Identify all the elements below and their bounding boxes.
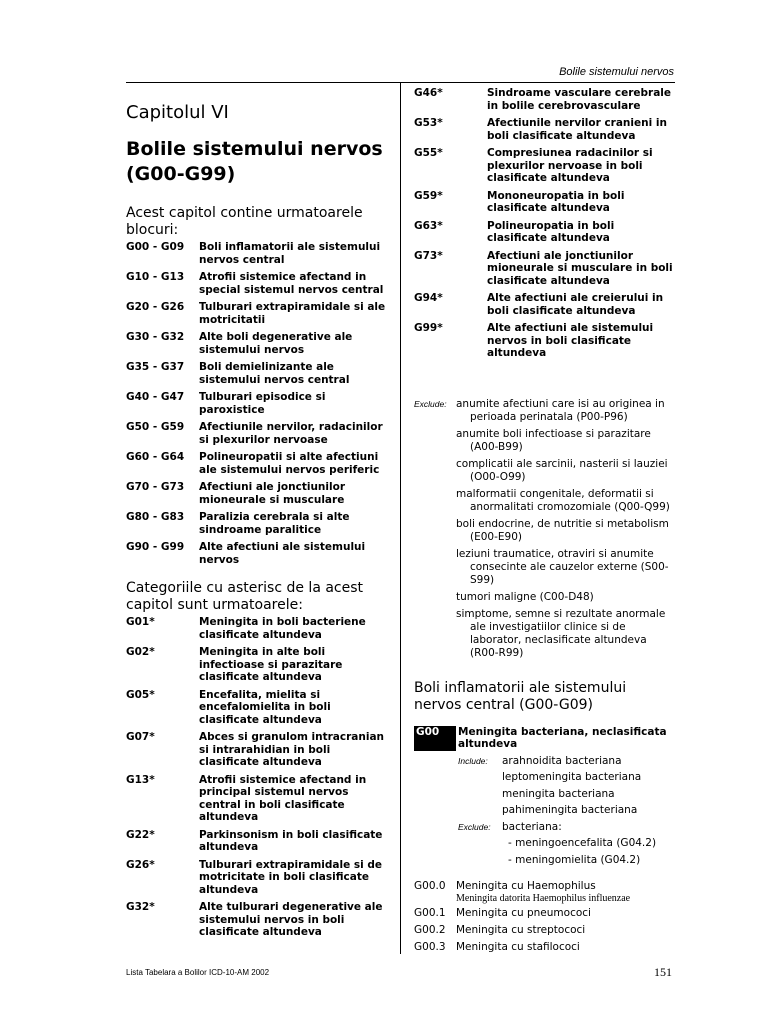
include-item: meningita bacteriana <box>502 787 615 800</box>
block-desc: Afectiunile nervilor, radacinilor si plexurilor nervoase <box>199 421 383 446</box>
block-desc: Boli demielinizante ale sistemului nervos central <box>199 361 350 386</box>
include-item: leptomeningita bacteriana <box>502 771 642 783</box>
exclude-row <box>414 608 676 660</box>
subcode-row <box>414 905 676 922</box>
asterisk-heading: Categoriile cu asterisc de la acest capitol sunt urmatoarele: <box>126 580 364 613</box>
asterisk-code: G02* <box>126 646 155 658</box>
asterisk-code: G05* <box>126 688 155 701</box>
asterisk-desc: Alte tulburari degenerative ale sistemului nervos in boli clasificate altundeva <box>199 901 383 938</box>
exclude-text: leziuni traumatice, otraviri si anumite <box>456 547 654 560</box>
chapter-title-line1: Bolile sistemului nervos <box>126 138 383 160</box>
exclude-text-cont: consecinte ale cauzelor externe (S00-S99) <box>470 560 669 586</box>
g00-include-block <box>414 753 676 869</box>
subcode-row <box>414 922 676 939</box>
block-desc: Boli inflamatorii ale sistemului nervos central <box>199 241 381 266</box>
exclude-text: complicatii ale sarcinii, nasterii si lauziei <box>456 457 668 470</box>
g00-desc: Meningita bacteriana, neclasificata altundeva <box>458 725 667 750</box>
left-column <box>126 98 388 944</box>
exclude-row <box>414 591 676 604</box>
subcode-list <box>414 878 676 956</box>
exclude-label: Exclude: <box>458 821 491 832</box>
block-code: G00 - G09 <box>126 241 185 253</box>
asterisk-code: G13* <box>126 773 155 786</box>
exclude-text-cont: perioada perinatala (P00-P96) <box>470 410 628 423</box>
asterisk-desc: Mononeuropatia in boli clasificate altundeva <box>487 189 625 214</box>
asterisk-entry <box>414 220 676 245</box>
block-entry <box>126 391 388 416</box>
blocks-list <box>126 241 388 566</box>
block-entry <box>126 331 388 356</box>
exclude-label: Exclude: <box>414 398 447 409</box>
asterisk-entry <box>126 616 388 641</box>
chapter-title-line2: (G00-G99) <box>126 163 236 185</box>
footer-source: Lista Tabelara a Bolilor ICD-10-AM 2002 <box>126 968 270 977</box>
asterisk-entry <box>414 250 676 288</box>
asterisk-desc: Polineuropatia in boli clasificate altundeva <box>487 219 615 244</box>
asterisk-code: G26* <box>126 858 155 871</box>
block-desc: Alte boli degenerative ale sistemului nervos <box>199 331 353 356</box>
asterisk-code: G53* <box>414 117 443 129</box>
page-number: 151 <box>654 965 672 979</box>
subcode-code: G00.3 <box>414 941 446 953</box>
asterisk-desc: Encefalita, mielita si encefalomielita in boli clasificate altundeva <box>199 688 331 726</box>
exclude-item: - meningoencefalita (G04.2) <box>508 837 657 849</box>
block-desc: Tulburari extrapiramidale si ale motricitatii <box>199 301 386 326</box>
subcode-code: G00.1 <box>414 907 446 919</box>
block-entry <box>126 361 388 386</box>
running-header: Bolile sistemului nervos <box>559 66 674 78</box>
block-code: G35 - G37 <box>126 361 185 373</box>
block-entry <box>126 271 388 296</box>
block-desc: Paralizia cerebrala si alte sindroame paralitice <box>199 511 350 536</box>
blocks-heading: Acest capitol contine urmatoarele blocuri: <box>126 205 363 238</box>
exclude-text: malformatii congenitale, deformatii si <box>456 487 654 500</box>
exclude-text-cont: (E00-E90) <box>470 530 522 543</box>
block-entry <box>126 541 388 566</box>
include-item: pahimeningita bacteriana <box>502 804 638 816</box>
asterisk-desc: Sindroame vasculare cerebrale in bolile cerebrovasculare <box>487 87 672 112</box>
g00-entry <box>414 726 676 751</box>
exclude-text: anumite boli infectioase si parazitare <box>456 427 651 440</box>
block-desc: Afectiuni ale jonctiunilor mioneurale si musculare <box>199 481 345 506</box>
exclude-text-cont: (O00-O99) <box>470 470 526 483</box>
block-code: G10 - G13 <box>126 271 185 283</box>
subcode-desc: Meningita cu pneumococi <box>456 907 591 919</box>
block-entry <box>126 421 388 446</box>
include-label: Include: <box>458 755 488 766</box>
block-code: G30 - G32 <box>126 331 185 343</box>
block-desc: Polineuropatii si alte afectiuni ale sistemului nervos periferic <box>199 451 380 476</box>
asterisk-entry <box>126 829 388 854</box>
exclude-text-cont: ale investigatiilor clinice si de laborator, neclasificate altundeva (R00-R99) <box>470 620 647 659</box>
asterisk-entry <box>126 859 388 897</box>
asterisk-code: G46* <box>414 87 443 99</box>
asterisk-code: G55* <box>414 147 443 159</box>
asterisk-code: G94* <box>414 292 443 304</box>
asterisk-entry <box>414 292 676 317</box>
column-divider <box>400 82 401 954</box>
exclude-row <box>414 458 676 484</box>
asterisk-entry <box>414 117 676 142</box>
asterisk-desc: Afectiuni ale jonctiunilor mioneurale si musculare in boli clasificate altundeva <box>487 249 673 287</box>
exclude-text: anumite afectiuni care isi au originea in <box>456 397 665 410</box>
block-code: G70 - G73 <box>126 481 185 493</box>
exclude-row <box>414 488 676 514</box>
include-item: arahnoidita bacteriana <box>502 754 622 767</box>
block-entry <box>126 241 388 266</box>
exclude-item: - meningomielita (G04.2) <box>508 853 641 866</box>
asterisk-code: G63* <box>414 219 443 232</box>
asterisk-desc: Parkinsonism in boli clasificate altundeva <box>199 828 383 853</box>
block-entry <box>126 451 388 476</box>
section-heading: Boli inflamatorii ale sistemului nervos central (G00-G09) <box>414 679 627 713</box>
subcode-row <box>414 939 676 956</box>
block-desc: Alte afectiuni ale sistemului nervos <box>199 541 366 566</box>
asterisk-entry <box>414 322 676 360</box>
asterisk-entry <box>126 901 388 939</box>
right-column <box>414 87 676 956</box>
subcode-desc: Meningita cu Haemophilus <box>456 880 596 892</box>
asterisk-desc: Afectiunile nervilor cranieni in boli clasificate altundeva <box>487 117 667 142</box>
asterisk-code: G01* <box>126 616 155 628</box>
asterisk-entry <box>126 646 388 684</box>
subcode-desc: Meningita cu streptococi <box>456 924 586 936</box>
asterisk-desc: Alte afectiuni ale creierului in boli clasificate altundeva <box>487 292 664 317</box>
asterisk-desc: Tulburari extrapiramidale si de motricitate in boli clasificate altundeva <box>199 858 382 896</box>
block-entry <box>126 511 388 536</box>
asterisk-entry <box>414 190 676 215</box>
asterisk-code: G32* <box>126 901 155 913</box>
exclude-text-cont: (A00-B99) <box>470 440 523 453</box>
block-entry <box>126 301 388 326</box>
subcode-code: G00.2 <box>414 924 446 936</box>
asterisk-code: G59* <box>414 189 443 202</box>
subcode-note: Meningita datorita Haemophilus influenzae <box>456 893 631 904</box>
asterisk-desc: Abces si granulom intracranian si intrarahidian in boli clasificate altundeva <box>199 731 385 768</box>
asterisk-code: G99* <box>414 322 443 334</box>
asterisk-entry <box>126 774 388 824</box>
asterisk-entry <box>414 87 676 112</box>
exclude-row <box>414 398 676 424</box>
asterisk-desc: Atrofii sistemice afectand in principal sistemul nervos central in boli clasificate altundeva <box>199 773 367 823</box>
block-code: G80 - G83 <box>126 511 185 523</box>
chapter-exclude-block <box>414 398 676 660</box>
block-code: G20 - G26 <box>126 301 185 313</box>
block-entry <box>126 481 388 506</box>
asterisk-entry <box>414 147 676 185</box>
block-code: G40 - G47 <box>126 391 185 403</box>
exclude-text: boli endocrine, de nutritie si metabolism <box>456 517 669 530</box>
asterisk-list-left <box>126 616 388 939</box>
asterisk-list-right <box>414 87 676 360</box>
exclude-row <box>414 548 676 587</box>
exclude-text: bacteriana: <box>502 820 562 833</box>
block-code: G90 - G99 <box>126 541 185 553</box>
subcode-code: G00.0 <box>414 880 446 892</box>
chapter-label: Capitolul VI <box>126 102 229 123</box>
chapter-title <box>126 137 388 187</box>
asterisk-code: G73* <box>414 249 443 262</box>
block-code: G50 - G59 <box>126 421 185 433</box>
asterisk-entry <box>126 731 388 769</box>
block-desc: Atrofii sistemice afectand in special sistemul nervos central <box>199 271 384 296</box>
asterisk-desc: Alte afectiuni ale sistemului nervos in boli clasificate altundeva <box>487 322 654 359</box>
asterisk-code: G22* <box>126 828 155 841</box>
asterisk-desc: Meningita in boli bacteriene clasificate altundeva <box>199 616 366 641</box>
block-desc: Tulburari episodice si paroxistice <box>199 391 326 416</box>
block-code: G60 - G64 <box>126 451 185 463</box>
exclude-row <box>414 518 676 544</box>
g00-code: G00 <box>414 726 456 751</box>
exclude-row <box>414 428 676 454</box>
asterisk-desc: Meningita in alte boli infectioase si parazitare clasificate altundeva <box>199 646 343 683</box>
asterisk-entry <box>126 689 388 727</box>
exclude-text-cont: anormalitati cromozomiale (Q00-Q99) <box>470 500 670 513</box>
subcode-desc: Meningita cu stafilococi <box>456 941 580 953</box>
exclude-text: simptome, semne si rezultate anormale <box>456 607 666 620</box>
asterisk-code: G07* <box>126 731 155 743</box>
asterisk-desc: Compresiunea radacinilor si plexurilor nervoase in boli clasificate altundeva <box>487 147 653 184</box>
exclude-text: tumori maligne (C00-D48) <box>456 590 594 603</box>
